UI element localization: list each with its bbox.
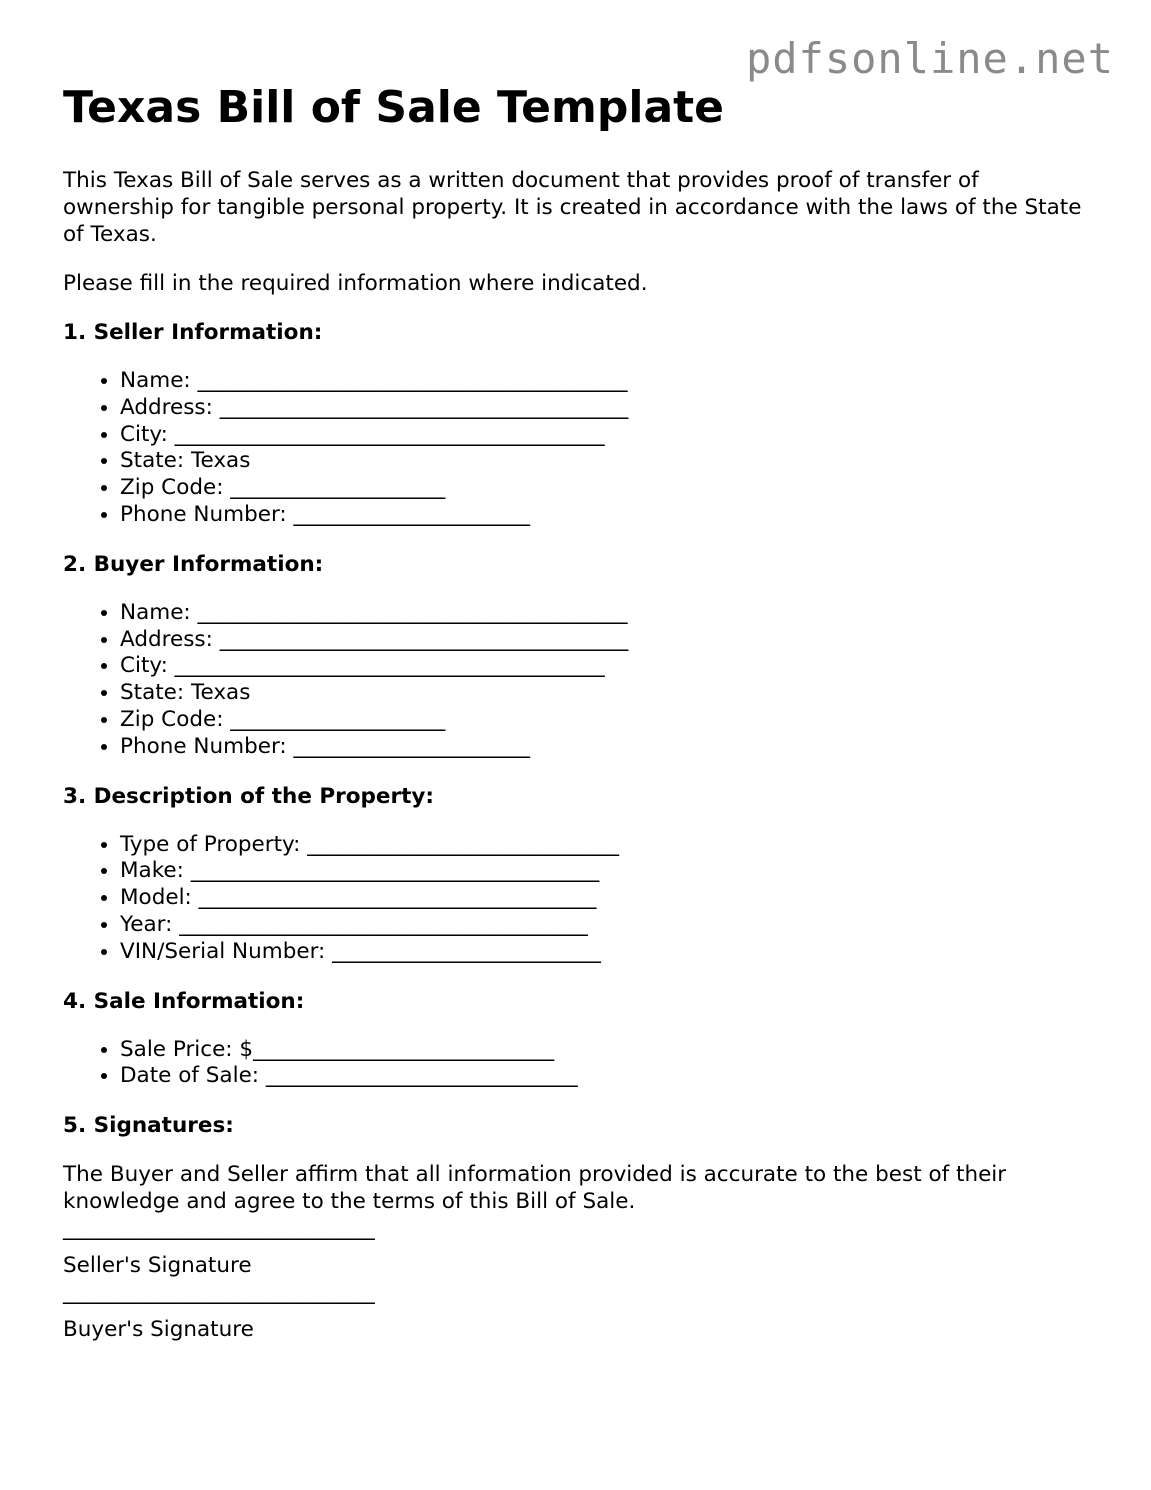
seller-address-field[interactable]: • Address: ______________________________________	[120, 395, 1093, 422]
seller-state-field: • State: Texas	[120, 448, 1093, 475]
property-year-field[interactable]: • Year: ______________________________________	[120, 912, 1093, 939]
seller-phone-field[interactable]: • Phone Number: ______________________	[120, 502, 1093, 529]
buyer-signature-label: Buyer's Signature	[63, 1317, 254, 1343]
watermark: pdfsonline.net	[745, 34, 1114, 83]
property-make-field[interactable]: • Make: ______________________________________	[120, 858, 1093, 885]
buyer-city-field[interactable]: • City: ________________________________________	[120, 653, 1093, 680]
buyer-field-list	[63, 600, 1093, 761]
seller-signature-line[interactable]: _____________________________	[63, 1216, 375, 1242]
buyer-phone-field[interactable]: • Phone Number: ______________________	[120, 734, 1093, 761]
seller-zip-field[interactable]: • Zip Code: ____________________	[120, 475, 1093, 502]
sale-section-heading: 4. Sale Information:	[63, 988, 305, 1014]
signatures-section-heading: 5. Signatures:	[63, 1113, 234, 1139]
seller-name-field[interactable]: • Name: ________________________________________	[120, 368, 1093, 395]
buyer-section-heading: 2. Buyer Information:	[63, 551, 324, 577]
affirmation-paragraph: The Buyer and Seller affirm that all information provided is accurate to the best of their knowledge and agree to the terms of this Bill of Sale.	[63, 1162, 1007, 1215]
sale-date-field[interactable]: • Date of Sale: _____________________________	[120, 1063, 1093, 1090]
property-vin-field[interactable]: • VIN/Serial Number: _________________________	[120, 939, 1093, 966]
buyer-zip-field[interactable]: • Zip Code: ____________________	[120, 707, 1093, 734]
buyer-name-field[interactable]: • Name: ________________________________________	[120, 600, 1093, 627]
seller-field-list	[63, 368, 1093, 529]
sale-price-field[interactable]: • Sale Price: $____________________________	[120, 1037, 1093, 1064]
property-type-field[interactable]: • Type of Property: _____________________________	[120, 832, 1093, 859]
seller-signature-label: Seller's Signature	[63, 1253, 252, 1279]
instruction-paragraph: Please fill in the required information where indicated.	[63, 271, 648, 296]
property-field-list	[63, 832, 1093, 966]
sale-field-list	[63, 1037, 1093, 1091]
buyer-signature-line[interactable]: _____________________________	[63, 1280, 375, 1306]
buyer-address-field[interactable]: • Address: ______________________________________	[120, 627, 1093, 654]
page-title: Texas Bill of Sale Template	[63, 82, 725, 133]
seller-section-heading: 1. Seller Information:	[63, 320, 323, 345]
document-page	[63, 82, 1093, 1343]
seller-city-field[interactable]: • City: ________________________________________	[120, 422, 1093, 449]
intro-paragraph: This Texas Bill of Sale serves as a written document that provides proof of transfer of ownership for tangible personal property. It is created in accordance with the laws of the State of Texas.	[63, 168, 1082, 247]
buyer-state-field: • State: Texas	[120, 680, 1093, 707]
property-model-field[interactable]: • Model: _____________________________________	[120, 885, 1093, 912]
property-section-heading: 3. Description of the Property:	[63, 783, 435, 809]
